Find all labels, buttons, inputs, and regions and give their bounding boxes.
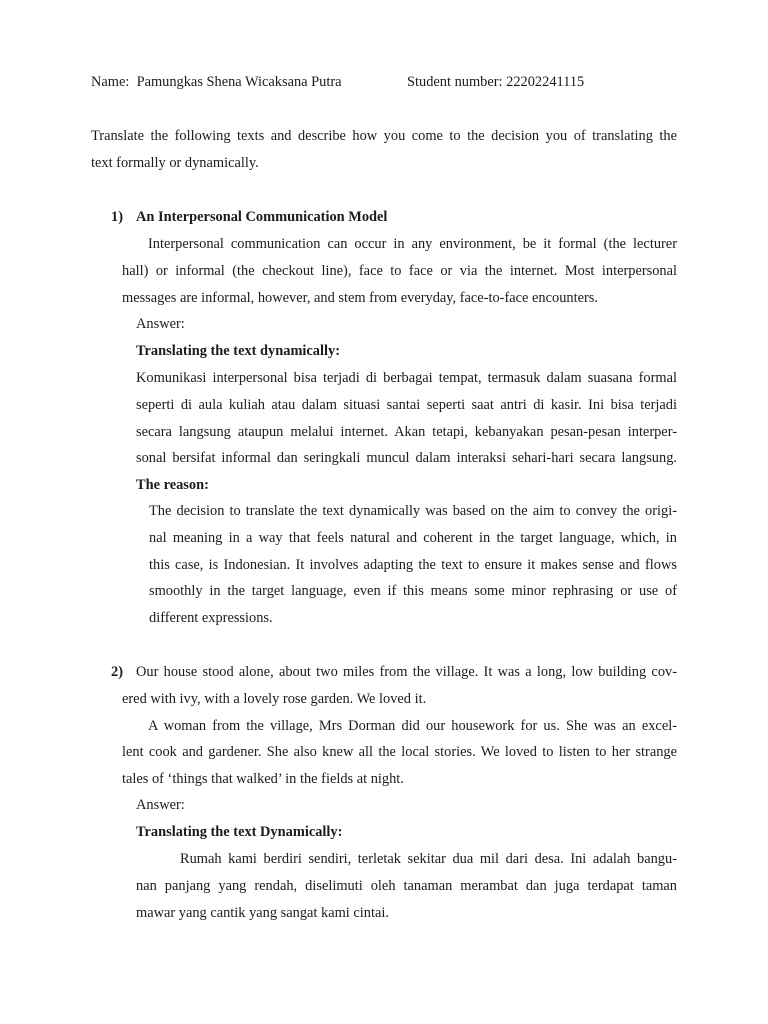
section-1-source-text bbox=[122, 231, 677, 311]
instructions-line: text formally or dynamically. bbox=[91, 154, 259, 171]
name-label: Name: bbox=[91, 74, 130, 90]
translation-line: mawar yang cantik yang sangat kami cintai. bbox=[136, 904, 389, 921]
translation-line: Rumah kami berdiri sendiri, terletak sekitar dua mil dari desa. Ini adalah bangu- bbox=[180, 851, 677, 867]
source-line: hall) or informal (the checkout line), face to face or via the internet. Most interpersonal bbox=[122, 262, 677, 279]
translation-line: secara langsung ataupun melalui internet. Akan tetapi, kebanyakan pesan-pesan interper- bbox=[136, 423, 677, 440]
reason-line: nal meaning in a way that feels natural and coherent in the target language, which, in bbox=[149, 529, 677, 546]
header-line bbox=[91, 69, 711, 96]
student-number-label: Student number: bbox=[407, 74, 503, 90]
section-2-number: 2) bbox=[111, 664, 123, 680]
student-number-value: 22202241115 bbox=[506, 74, 585, 90]
section-1-title: An Interpersonal Communication Model bbox=[136, 209, 388, 225]
section-1-reason-heading: The reason: bbox=[136, 477, 209, 493]
name-value: Pamungkas Shena Wicaksana Putra bbox=[136, 74, 342, 90]
section-2-translation bbox=[136, 846, 677, 926]
translation-line: nan panjang yang rendah, diselimuti oleh tanaman merambat dan juga terdapat taman bbox=[136, 877, 677, 894]
source-line: lent cook and gardener. She also knew all the local stories. We loved to listen to her strange bbox=[122, 744, 677, 761]
section-1-translation bbox=[136, 365, 677, 472]
translation-line: seperti di aula kuliah atau dalam situasi santai seperti saat antri di kasir. Ini bisa terjadi bbox=[136, 396, 677, 413]
source-line: Our house stood alone, about two miles from the village. It was a long, low building cov- bbox=[136, 664, 677, 680]
source-line: messages are informal, however, and stem from everyday, face-to-face encounters. bbox=[122, 289, 598, 306]
section-2-translation-heading: Translating the text Dynamically: bbox=[136, 824, 343, 840]
reason-line: The decision to translate the text dynamically was based on the aim to convey the origi- bbox=[149, 503, 677, 519]
section-2-answer-label: Answer: bbox=[136, 797, 185, 813]
student-number bbox=[407, 69, 584, 96]
source-line: Interpersonal communication can occur in any environment, be it formal (the lecturer bbox=[148, 236, 677, 252]
instructions bbox=[91, 123, 677, 177]
source-line: A woman from the village, Mrs Dorman did our housework for us. She was an excel- bbox=[148, 717, 677, 734]
reason-line: different expressions. bbox=[149, 610, 273, 627]
source-line: tales of ‘things that walked’ in the fields at night. bbox=[122, 771, 404, 788]
section-1-translation-heading: Translating the text dynamically: bbox=[136, 343, 340, 359]
source-line: ered with ivy, with a lovely rose garden. We loved it. bbox=[122, 690, 427, 707]
section-1-number: 1) bbox=[111, 209, 123, 225]
translation-line: sonal bersifat informal dan seringkali muncul dalam interaksi sehari-hari secara langsung. bbox=[136, 450, 677, 467]
section-2-source-text bbox=[122, 659, 677, 793]
instructions-line: Translate the following texts and describe how you come to the decision you of translating the bbox=[91, 128, 677, 144]
translation-line: Komunikasi interpersonal bisa terjadi di berbagai tempat, termasuk dalam suasana formal bbox=[136, 370, 677, 386]
reason-line: smoothly in the target language, even if this means some minor rephrasing or use of bbox=[149, 583, 677, 600]
section-1-answer-label: Answer: bbox=[136, 316, 185, 332]
section-1-reason bbox=[149, 498, 677, 632]
reason-line: this case, is Indonesian. It involves adapting the text to ensure it makes sense and flows bbox=[149, 556, 677, 573]
